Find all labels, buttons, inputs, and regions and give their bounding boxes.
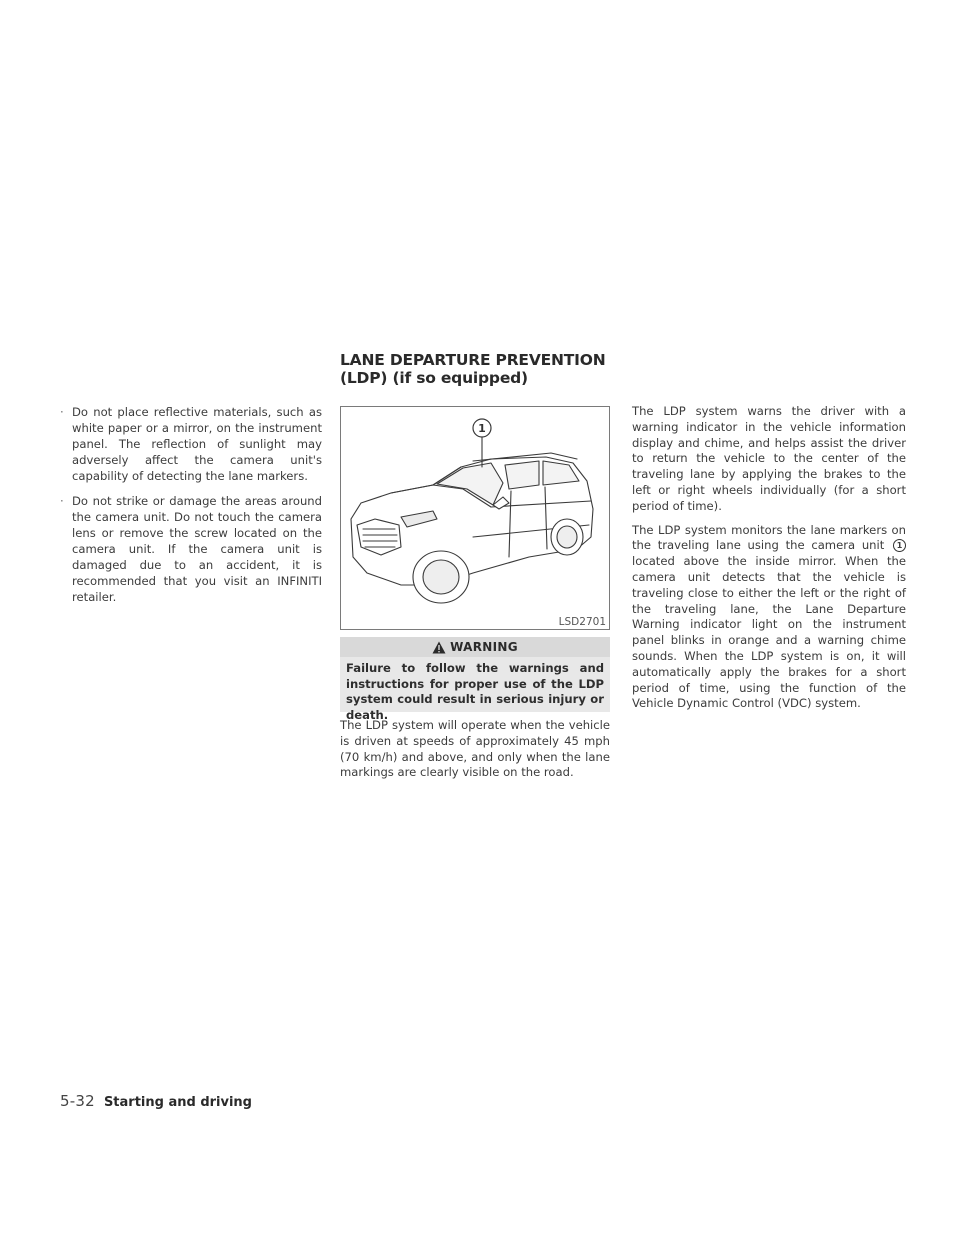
ldp-monitoring-paragraph [632,523,906,713]
warning-triangle-icon [432,641,446,654]
vehicle-camera-figure [340,406,610,630]
page-footer [60,1091,252,1110]
bullet-item: · Do not place reflective materials, such as white paper or a mirror, on the instrument panel. The reflection of sunlight may adversely affect the camera unit's capability of detecting the lane markers. [60,404,322,484]
left-column [60,404,322,614]
section-title-line-2: (LDP) (if so equipped) [340,369,528,387]
right-column [632,404,906,720]
operation-paragraph: The LDP system will operate when the vehicle is driven at speeds of approximately 45 mph (70 km/h) and above, and only when the lane markings are clearly visible on the road. [340,718,610,780]
warning-header [340,637,610,657]
warning-heading: WARNING [450,640,518,654]
vehicle-illustration [341,407,609,629]
bullet-item: · Do not strike or damage the areas around the camera unit. Do not touch the camera lens or remove the screw located on the camera unit. If the camera unit is damaged due to an accident, it is recommended that you visit an INFINITI retailer. [60,493,322,605]
section-title [340,351,670,387]
callout-number: 1 [478,422,486,435]
ldp-description-paragraph: The LDP system warns the driver with a warning indicator in the vehicle information display and chime, and helps assist the driver to return the vehicle to the center of the traveling lane by applying the brakes to the left or right wheels individually (for a short period of time). [632,404,906,513]
chapter-title: Starting and driving [103,1095,252,1110]
callout-badge: 1 [893,539,906,552]
warning-text: Failure to follow the warnings and instructions for proper use of the LDP system could result in serious injury or death. [340,657,610,712]
section-title-line-1: LANE DEPARTURE PREVENTION [340,351,606,369]
monitoring-text-end: located above the inside mirror. When the camera unit detects that the vehicle is traveling close to either the left or the right of the traveling lane, the Lane Departure Warning indicator light on the instrument panel blinks in orange and a warning chime sounds. When the LDP system is on, it will automatically apply the brakes for a short period of time, using the function of the Vehicle Dynamic Control (VDC) system. [632,554,906,711]
figure-code: LSD2701 [558,616,606,628]
monitoring-text-start: The LDP system monitors the lane markers on the traveling lane using the camera unit [632,522,906,553]
page-number: 5-32 [60,1092,95,1110]
